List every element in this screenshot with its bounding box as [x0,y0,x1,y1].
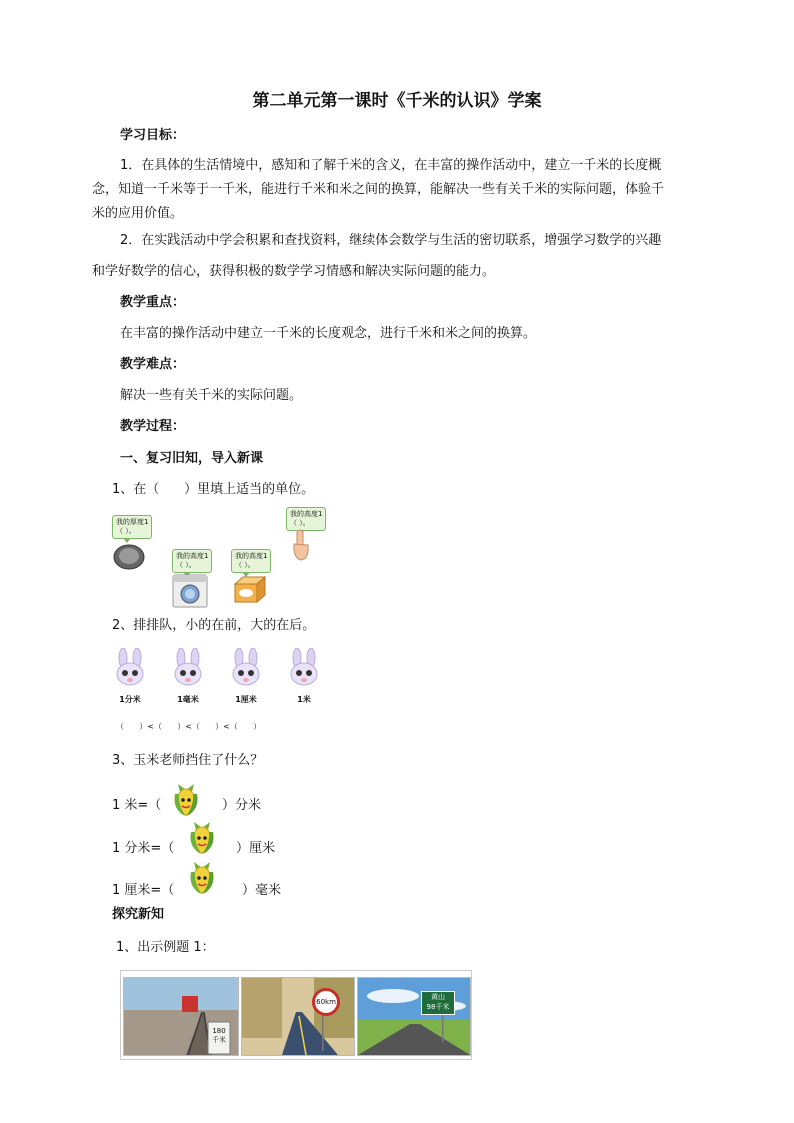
washing-machine-icon [170,573,212,609]
rabbit-label: 1厘米 [235,695,257,704]
difficulty-text: 解决一些有关千米的实际问题。 [120,388,303,403]
question-3: 3、玉米老师挡住了什么？ [112,753,264,768]
rabbit-card [228,648,264,704]
conversion-row-right: ）分米 [222,798,262,813]
rabbit-icon [170,648,206,690]
conversion-row-left: 1 厘米=（ [112,883,175,898]
corn-teacher-icon [186,818,218,856]
question-2: 2、排排队，小的在前，大的在后。 [112,618,316,633]
rabbit-card [286,648,322,704]
rabbit-icon [286,648,322,690]
process-heading: 教学过程： [120,419,186,434]
conversion-row-right: ）厘米 [236,841,276,856]
road-sign [421,991,455,1015]
speech-bubble: 我的厚度1 （ ）。 [112,515,152,539]
rabbit-card [112,648,148,704]
highway-photo [357,977,471,1056]
rabbit-label: 1分米 [119,695,141,704]
conversion-row-right: ）毫米 [242,883,282,898]
coin-icon [112,543,146,571]
question-1: 1、在（ ）里填上适当的单位。 [112,482,315,497]
box-icon [233,574,267,604]
goal-2-line-1: 2．在实践活动中学会积累和查找资料，继续体会数学与生活的密切联系，增强学习数学的兴趣 [120,233,662,248]
conversion-row-left: 1 分米=（ [112,841,175,856]
section-2-heading: 探究新知 [112,907,165,922]
corn-teacher-icon [186,858,218,896]
goal-2-line-2: 和学好数学的信心，获得积极的数学学习情感和解决实际问题的能力。 [92,264,496,279]
rabbit-label: 1米 [297,695,311,704]
corn-teacher-icon [170,780,202,818]
key-text: 在丰富的操作活动中建立一千米的长度观念，进行千米和米之间的换算。 [120,326,537,341]
speech-bubble: 我的高度1 （ ）。 [286,507,326,531]
rabbit-label: 1毫米 [177,695,199,704]
key-heading: 教学重点： [120,295,186,310]
speed-limit-sign: 60km [312,988,340,1016]
section-1-heading: 一、复习旧知，导入新课 [120,451,264,466]
goal-1-line-3: 米的应用价值。 [92,206,184,221]
goal-1-line-2: 念，知道一千米等于一千米，能进行千米和米之间的换算，能解决一些有关千米的实际问题，体验千 [92,182,665,197]
rabbit-icon [112,648,148,690]
finger-icon [290,528,312,562]
railway-photo [123,977,239,1056]
speech-bubble: 我的高度1 （ ）。 [231,549,271,573]
order-blanks: （ ）<（ ）<（ ）<（ ） [116,722,262,731]
road-sign-distance: 98千米 [426,1003,450,1011]
goal-1-line-1: 1．在具体的生活情境中，感知和了解千米的含义，在丰富的操作活动中，建立一千米的长度概 [120,158,662,173]
conversion-row-left: 1 米=（ [112,798,162,813]
rabbit-icon [228,648,264,690]
forest-road-photo [241,977,355,1056]
rabbit-card [170,648,206,704]
road-sign-destination: 黄山 [431,993,445,1001]
goals-heading: 学习目标： [120,128,186,143]
example-1: 1、出示例题 1： [116,940,215,955]
difficulty-heading: 教学难点： [120,357,186,372]
speech-bubble: 我的高度1 （ ）。 [172,549,212,573]
page-title: 第二单元第一课时《千米的认识》学案 [252,91,542,111]
distance-marker-text: 180 千米 [212,1027,226,1044]
